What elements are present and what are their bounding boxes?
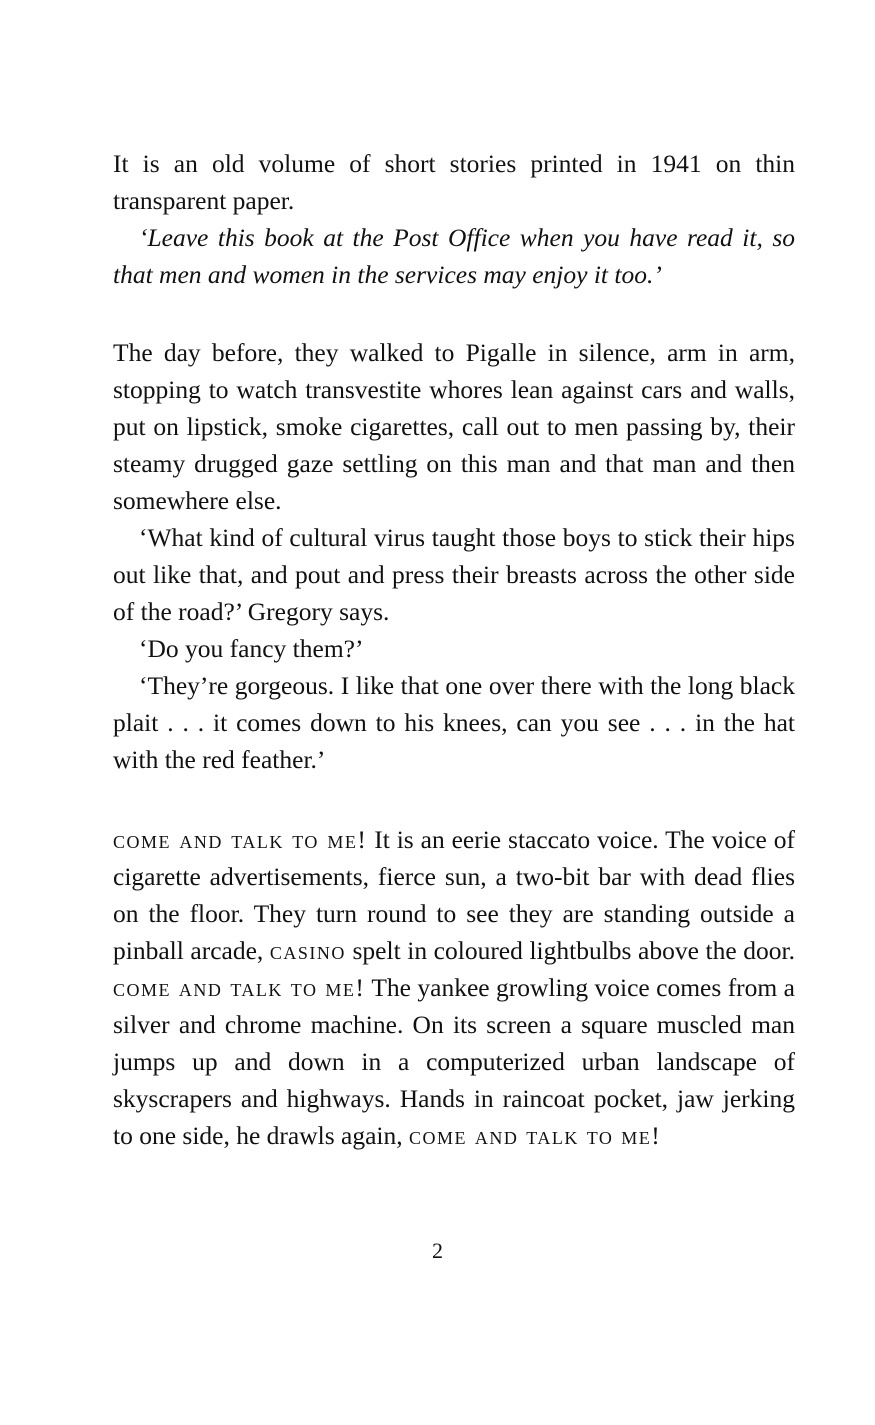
paragraph-cultural-virus: ‘What kind of cultural virus taught those boys to stick their hips out like that, and pout and press their breasts across the other side of the road?’ Gregory says. — [113, 523, 795, 626]
pigalle-section — [113, 334, 795, 778]
paragraph-gorgeous: ‘They’re gorgeous. I like that one over there with the long black plait . . . it comes down to his knees, can you see . . . in the hat with the red feather.’ — [113, 671, 795, 774]
small-caps-casino: casino — [269, 936, 346, 965]
small-caps-phrase: come and talk to me! — [113, 825, 368, 854]
paragraph-come-and-talk — [113, 821, 795, 1154]
casino-section — [113, 821, 795, 1154]
text-run: spelt in coloured lightbulbs above the door. — [345, 936, 795, 965]
page-number: 2 — [432, 1238, 443, 1263]
paragraph-book-description: It is an old volume of short stories printed in 1941 on thin transparent paper. — [113, 149, 795, 215]
text-run: The yankee growling voice comes from a silver and chrome machine. On its screen a square muscled man jumps up and down in a computerized urban landscape of skyscrapers and highways. Hands in raincoat pocket, jaw jerking to one side, he drawls again, — [113, 973, 795, 1150]
paragraph-pigalle-walk: The day before, they walked to Pigalle in silence, arm in arm, stopping to watch transvestite whores lean against cars and walls, put on lipstick, smoke cigarettes, call out to men passing by, their steamy drugged gaze settling on this man and that man and then somewhere else. — [113, 338, 795, 515]
opening-section — [113, 145, 795, 293]
paragraph-post-office-note: ‘Leave this book at the Post Office when you have read it, so that men and women in the services may enjoy it too.’ — [113, 223, 795, 289]
paragraph-fancy-them: ‘Do you fancy them?’ — [139, 634, 364, 663]
small-caps-phrase: come and talk to me! — [409, 1121, 662, 1150]
small-caps-phrase: come and talk to me! — [113, 973, 366, 1002]
text-run: It is an eerie staccato voice. The voice of cigarette advertisements, fierce sun, a two-bit bar with dead flies on the floor. They turn round to see they are standing outside a pinball arcade, — [113, 825, 795, 965]
